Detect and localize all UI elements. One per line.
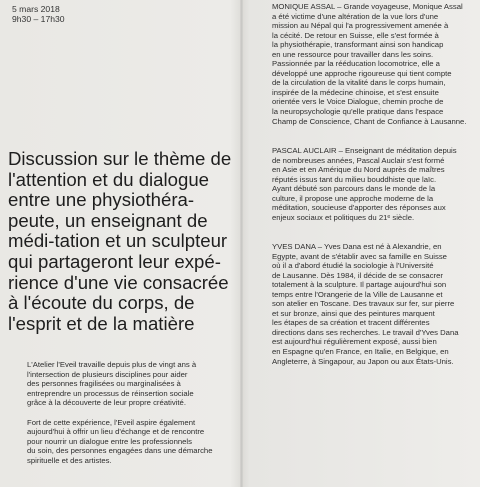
intro-line: aujourd'hui à offrir un lieu d'échange et de rencontre: [27, 427, 205, 436]
bio-line: les étapes de sa création et tracent différentes: [272, 318, 430, 328]
bio-line: en Espagne qu'en France, en Italie, en Belgique, en: [272, 347, 449, 357]
intro-line: Fort de cette expérience, l'Eveil aspire également: [27, 417, 196, 427]
bio-line: est aujourd'hui régulièrement exposé, aussi bien: [272, 337, 437, 347]
headline-line: rience d'une vie consacrée: [8, 271, 229, 293]
bio-line: enjeux sociaux et politiques du 21ᵉ siècle.: [272, 212, 415, 222]
bio-line: Angleterre, à Singapour, au Japon ou aux États-Unis.: [272, 356, 454, 366]
intro-text: [27, 360, 239, 475]
intro-line: spirituelle et des artistes.: [27, 455, 112, 465]
bio-line: la neuropsychologie qu'elle pratique dans l'espace: [272, 107, 444, 117]
intro-line: du soin, des personnes engagées dans une démarche: [27, 446, 213, 455]
bio-line: YVES DANA – Yves Dana est né à Alexandrie, en: [272, 242, 442, 251]
bio-line: Egypte, avant de s'établir avec sa famille en Suisse: [272, 251, 447, 261]
bio-line: de nombreuses années, Pascal Auclair s'est formé: [272, 155, 445, 165]
bio-line: méditation, soucieuse d'apporter des réponses aux: [272, 203, 446, 213]
headline-line: entre une physiothéra-: [8, 189, 195, 211]
bio-yves-dana: [272, 242, 477, 366]
event-day: 5 mars 2018: [12, 4, 60, 14]
intro-line: des personnes fragilisées ou marginalisées à: [27, 379, 181, 388]
headline-line: médi-tation et un sculpteur: [8, 230, 228, 252]
headline-line: l'esprit et de la matière: [8, 312, 195, 334]
bio-line: en une ressource pour travailler dans les soins.: [272, 49, 434, 59]
bio-line: culture, il propose une approche moderne de la: [272, 193, 434, 203]
headline-line: Discussion sur le thème de: [8, 148, 232, 169]
event-time: 9h30 – 17h30: [12, 14, 65, 24]
headline: [8, 149, 236, 334]
headline-line: l'attention et du dialogue: [8, 168, 210, 190]
bio-line: MONIQUE ASSAL – Grande voyageuse, Monique Assal: [272, 2, 463, 11]
bio-line: de Lausanne. Dès 1984, il décide de se consacrer: [272, 270, 443, 280]
bio-line: réputés issus tant du milieu bouddhiste que laïc.: [272, 174, 437, 184]
bio-monique-assal: [272, 2, 477, 126]
bio-line: développé une approche rigoureuse qui tient compte: [272, 68, 452, 78]
headline-line: qui partageront leur expé-: [8, 250, 221, 272]
bio-line: totalement à la sculpture. Il partage aujourd'hui son: [272, 280, 447, 290]
bio-line: mission au Népal qui l'a progressivement amenée à: [272, 21, 449, 31]
bio-line: PASCAL AUCLAIR – Enseignant de méditation depuis: [272, 146, 457, 155]
bio-pascal-auclair: [272, 146, 477, 222]
page-fold: [240, 0, 243, 487]
bio-line: directions dans ses recherches. Le travail d'Yves Dana: [272, 327, 459, 337]
bio-line: Ayant débuté son parcours dans le monde de la: [272, 184, 436, 194]
intro-line: pour nourrir un dialogue entre les professionnels: [27, 436, 192, 446]
bio-line: temps entre l'Orangerie de la Ville de Lausanne et: [272, 289, 443, 299]
bio-line: en Asie et en Amérique du Nord auprès de maîtres: [272, 165, 445, 175]
headline-line: peute, un enseignant de: [8, 209, 208, 231]
intro-line: grâce à la découverte de leur propre créativité.: [27, 398, 186, 407]
bio-line: son atelier en Toscane. Des travaux sur fer, sur pierre: [272, 299, 455, 309]
bio-line: la cécité. De retour en Suisse, elle s'est formée à: [272, 30, 439, 40]
intro-line: l'intersection de plusieurs disciplines pour aider: [27, 369, 188, 379]
bio-line: Champ de Conscience, Chant de Confiance à Lausanne.: [272, 116, 467, 126]
bio-line: la physiothérapie, transformant ainsi son handicap: [272, 40, 444, 50]
event-date: [12, 4, 65, 24]
bio-line: de la circulation de la vitalité dans le corps humain,: [272, 78, 446, 88]
intro-line: L'Atelier l'Eveil travaille depuis plus de vingt ans à: [27, 360, 197, 369]
bio-line: où il a d'abord étudié la sociologie à l'Université: [272, 261, 434, 271]
headline-line: à l'écoute du corps, de: [8, 292, 195, 314]
bio-line: et sur bronze, ainsi que des peintures marquent: [272, 308, 435, 318]
bio-line: a été victime d'une altération de la vue lors d'une: [272, 11, 439, 21]
bio-line: Passionnée par la rééducation locomotrice, elle a: [272, 59, 440, 69]
intro-line: entreprendre un processus de réinsertion sociale: [27, 388, 194, 398]
intro-paragraph: [27, 360, 239, 408]
intro-paragraph: [27, 418, 239, 466]
bio-line: inspirée de la médecine chinoise, et s'est ensuite: [272, 87, 439, 97]
bio-line: orientée vers le Voice Dialogue, chemin proche de: [272, 97, 444, 107]
